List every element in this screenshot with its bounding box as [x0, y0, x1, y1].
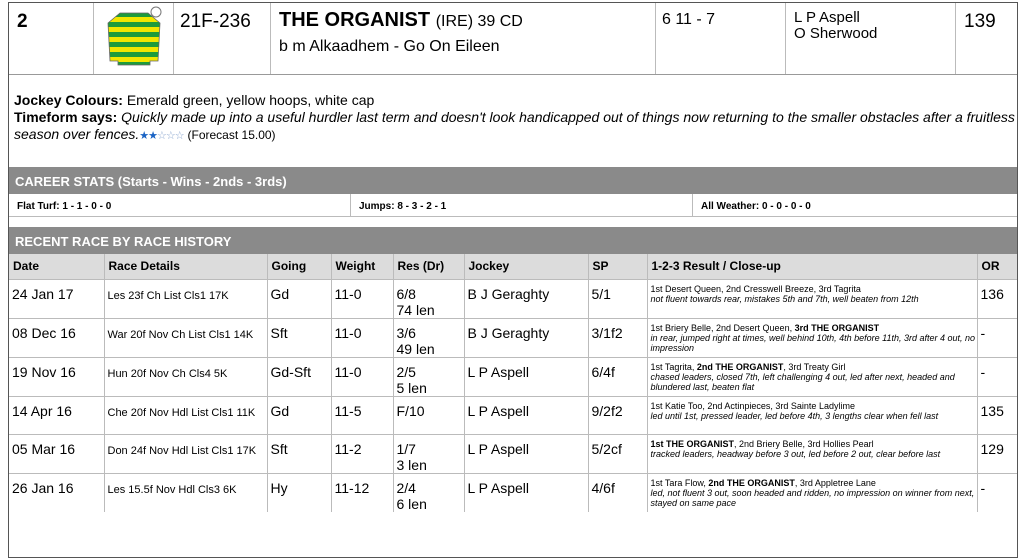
race-closeup [647, 434, 977, 473]
closeup-comment: led until 1st, pressed leader, led before 4th, 3 lengths clear when fell last [650, 410, 939, 421]
table-row[interactable] [9, 434, 1018, 473]
result-position: 6/8 [396, 285, 416, 302]
race-result [393, 357, 464, 396]
race-result [393, 396, 464, 434]
result-position: F/10 [396, 402, 425, 419]
col-sp: SP [588, 254, 647, 279]
form-id: 21F-236 [174, 3, 271, 74]
runner-info [9, 75, 1017, 167]
table-row[interactable] [9, 473, 1018, 512]
race-result [393, 318, 464, 357]
race-history-table [9, 254, 1018, 512]
race-sp: 9/2f2 [588, 396, 647, 434]
race-date: 14 Apr 16 [9, 396, 104, 434]
table-row[interactable] [9, 357, 1018, 396]
race-date: 19 Nov 16 [9, 357, 104, 396]
race-sp: 3/1f2 [588, 318, 647, 357]
race-going: Gd-Sft [267, 357, 331, 396]
result-distance: 6 len [396, 495, 427, 512]
race-details[interactable]: War 20f Nov Ch List Cls1 14K [104, 318, 267, 357]
closeup-comment: not fluent towards rear, mistakes 5th and 7th, well beaten from 12th [650, 293, 919, 304]
race-weight: 11-12 [331, 473, 393, 512]
race-jockey: B J Geraghty [464, 318, 588, 357]
placings: 1st Katie Too, 2nd Actinpieces, 3rd Sainte Ladylime [650, 400, 855, 411]
col-jockey: Jockey [464, 254, 588, 279]
race-result [393, 434, 464, 473]
runner-header [9, 3, 1017, 75]
race-details[interactable]: Les 23f Ch List Cls1 17K [104, 279, 267, 318]
race-weight: 11-0 [331, 279, 393, 318]
flat-turf-stats: Flat Turf: 1 - 1 - 0 - 0 [9, 194, 351, 216]
race-details[interactable]: Don 24f Nov Hdl List Cls1 17K [104, 434, 267, 473]
col-result: Res (Dr) [393, 254, 464, 279]
result-distance: 3 len [396, 456, 427, 473]
racecard-panel [8, 2, 1018, 558]
horse-details [271, 3, 656, 74]
closeup-comment: in rear, jumped right at times, well behind 10th, 4th before 11th, 3rd after 4 out, no impression [650, 332, 976, 353]
table-row[interactable] [9, 318, 1018, 357]
career-stats [9, 194, 1017, 217]
race-or: - [977, 357, 1018, 396]
colours-label: Jockey Colours: [14, 92, 123, 108]
race-going: Sft [267, 434, 331, 473]
col-weight: Weight [331, 254, 393, 279]
race-closeup [647, 357, 977, 396]
race-or: - [977, 318, 1018, 357]
breeding: b m Alkaadhem - Go On Eileen [279, 38, 500, 55]
horse-name[interactable]: THE ORGANIST [279, 9, 431, 31]
colours-text: Emerald green, yellow hoops, white cap [126, 92, 375, 108]
race-details[interactable]: Che 20f Nov Hdl List Cls1 11K [104, 396, 267, 434]
result-position: 1/7 [396, 440, 416, 457]
placings: 1st Tagrita, 2nd THE ORGANIST, 3rd Treaty Girl [650, 361, 846, 372]
col-closeup: 1-2-3 Result / Close-up [647, 254, 977, 279]
race-or: 135 [977, 396, 1018, 434]
race-closeup [647, 318, 977, 357]
race-sp: 5/2cf [588, 434, 647, 473]
race-jockey: L P Aspell [464, 473, 588, 512]
table-row[interactable] [9, 396, 1018, 434]
race-jockey: B J Geraghty [464, 279, 588, 318]
race-going: Gd [267, 279, 331, 318]
placings: 1st Tara Flow, 2nd THE ORGANIST, 3rd Appletree Lane [650, 477, 876, 488]
placings: 1st THE ORGANIST, 2nd Briery Belle, 3rd Hollies Pearl [650, 438, 874, 449]
connections [786, 3, 956, 74]
race-details[interactable]: Les 15.5f Nov Hdl Cls3 6K [104, 473, 267, 512]
race-date: 24 Jan 17 [9, 279, 104, 318]
race-closeup [647, 473, 977, 512]
race-closeup [647, 396, 977, 434]
race-date: 08 Dec 16 [9, 318, 104, 357]
race-sp: 6/4f [588, 357, 647, 396]
result-position: 3/6 [396, 324, 416, 341]
col-going: Going [267, 254, 331, 279]
race-sp: 4/6f [588, 473, 647, 512]
closeup-comment: chased leaders, closed 7th, left challenging 4 out, led after next, headed and blundered last, beaten flat [650, 371, 955, 392]
col-race-details: Race Details [104, 254, 267, 279]
result-position: 2/5 [396, 363, 416, 380]
race-going: Sft [267, 318, 331, 357]
race-sp: 5/1 [588, 279, 647, 318]
race-weight: 11-0 [331, 357, 393, 396]
timeform-comment: Quickly made up into a useful hurdler last term and doesn't look handicapped out of things now returning to the smaller obstacles after a fruitless season over fences. [14, 109, 1015, 142]
race-going: Gd [267, 396, 331, 434]
career-stats-heading: CAREER STATS (Starts - Wins - 2nds - 3rds) [9, 167, 1017, 194]
race-result [393, 279, 464, 318]
race-going: Hy [267, 473, 331, 512]
race-or: - [977, 473, 1018, 512]
runner-number: 2 [9, 3, 94, 74]
race-jockey: L P Aspell [464, 434, 588, 473]
table-row[interactable] [9, 279, 1018, 318]
race-date: 26 Jan 16 [9, 473, 104, 512]
jumps-stats: Jumps: 8 - 3 - 2 - 1 [351, 194, 693, 216]
horse-suffix: (IRE) 39 CD [435, 13, 523, 30]
forecast-price: (Forecast 15.00) [187, 128, 276, 142]
race-or: 136 [977, 279, 1018, 318]
race-history-heading: RECENT RACE BY RACE HISTORY [9, 227, 1017, 254]
race-or: 129 [977, 434, 1018, 473]
timeform-label: Timeform says: [14, 109, 118, 125]
result-distance: 49 len [396, 340, 435, 357]
race-weight: 11-5 [331, 396, 393, 434]
placings: 1st Desert Queen, 2nd Cresswell Breeze, 3rd Tagrita [650, 283, 861, 294]
race-jockey: L P Aspell [464, 396, 588, 434]
official-rating: 139 [964, 11, 996, 32]
col-or: OR [977, 254, 1018, 279]
result-distance: 5 len [396, 379, 427, 396]
col-date: Date [9, 254, 104, 279]
result-position: 2/4 [396, 479, 416, 496]
race-closeup [647, 279, 977, 318]
race-result [393, 473, 464, 512]
jockey-name[interactable]: L P Aspell [794, 9, 860, 26]
closeup-comment: led, not fluent 3 out, soon headed and ridden, no impression on winner from next, stayed on same pace [650, 487, 975, 508]
race-jockey: L P Aspell [464, 357, 588, 396]
star-rating-icon: ★★☆☆☆ [139, 130, 184, 142]
age-weight: 6 11 - 7 [656, 3, 786, 74]
race-weight: 11-0 [331, 318, 393, 357]
placings: 1st Briery Belle, 2nd Desert Queen, 3rd THE ORGANIST [650, 322, 880, 333]
trainer-name[interactable]: O Sherwood [794, 25, 878, 42]
race-weight: 11-2 [331, 434, 393, 473]
table-header-row [9, 254, 1018, 279]
jockey-silks-icon [94, 3, 174, 74]
all-weather-stats: All Weather: 0 - 0 - 0 - 0 [701, 201, 811, 212]
closeup-comment: tracked leaders, headway before 3 out, led before 2 out, clear before last [650, 448, 941, 459]
race-details[interactable]: Hun 20f Nov Ch Cls4 5K [104, 357, 267, 396]
result-distance: 74 len [396, 301, 435, 318]
race-date: 05 Mar 16 [9, 434, 104, 473]
